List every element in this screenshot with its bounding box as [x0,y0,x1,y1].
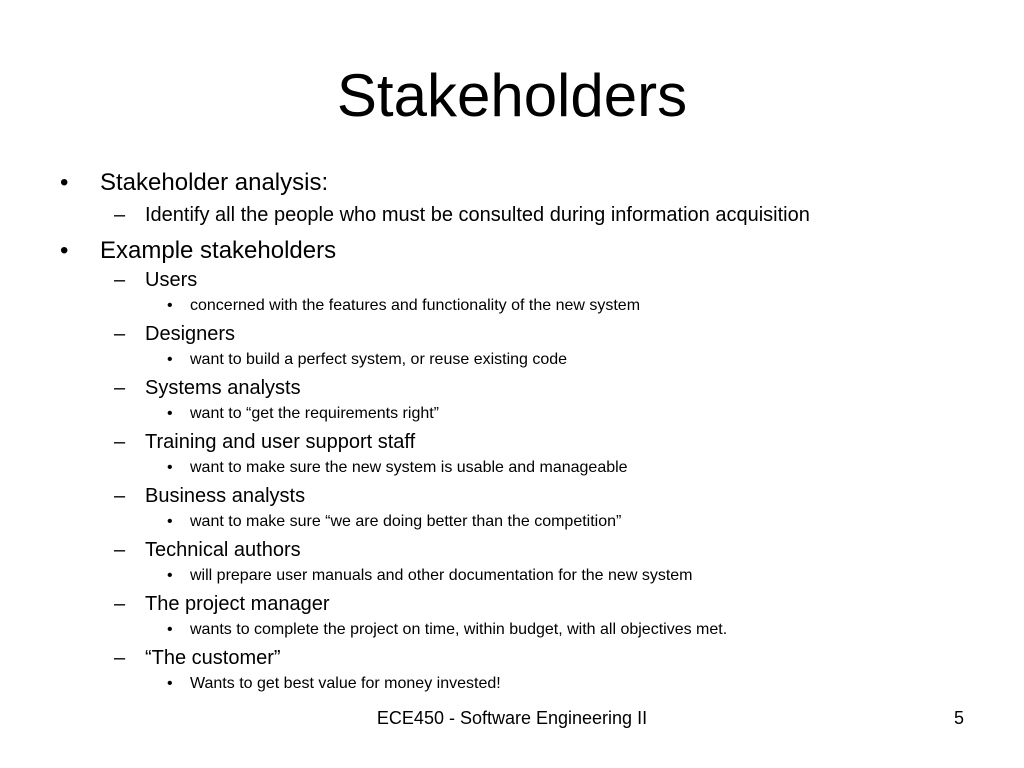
detail-item-text: want to make sure the new system is usable and manageable [190,459,628,476]
bullet-marker: • [167,297,173,314]
dash-marker: – [114,539,126,561]
detail-item-text: will prepare user manuals and other documentation for the new system [190,567,693,584]
sub-item-text: Designers [145,323,236,345]
dash-marker: – [114,204,126,226]
sub-item-text: Training and user support staff [145,431,416,453]
detail-item-text: want to make sure “we are doing better than the competition” [190,513,622,530]
bullet-marker: • [60,169,69,196]
bullet-item-text: Stakeholder analysis: [100,169,329,196]
sub-item-text: Technical authors [145,539,301,561]
dash-marker: – [114,647,126,669]
sub-item-text: Identify all the people who must be consulted during information acquisition [145,204,810,226]
detail-item-text: concerned with the features and functionality of the new system [190,297,641,314]
dash-marker: – [114,269,126,291]
detail-item-text: Wants to get best value for money invested! [190,675,501,692]
bullet-marker: • [167,459,173,476]
dash-marker: – [114,323,126,345]
bullet-marker: • [167,513,173,530]
bullet-marker: • [167,405,173,422]
bullet-marker: • [167,675,173,692]
sub-item-text: “The customer” [145,647,281,669]
sub-item-text: Systems analysts [145,377,301,399]
detail-item-text: wants to complete the project on time, within budget, with all objectives met. [190,621,728,638]
dash-marker: – [114,377,126,399]
bullet-marker: • [167,621,173,638]
detail-item-text: want to build a perfect system, or reuse existing code [190,351,568,368]
sub-item-text: Users [145,269,198,291]
slide-title: Stakeholders [336,62,688,129]
dash-marker: – [114,485,126,507]
bullet-marker: • [167,567,173,584]
detail-item-text: want to “get the requirements right” [190,405,440,422]
footer-course: ECE450 - Software Engineering II [376,708,648,728]
sub-item-text: The project manager [145,593,330,615]
dash-marker: – [114,431,126,453]
bullet-marker: • [167,351,173,368]
dash-marker: – [114,593,126,615]
sub-item-text: Business analysts [145,485,306,507]
bullet-marker: • [60,237,69,264]
bullet-item-text: Example stakeholders [100,237,337,264]
page-number: 5 [953,708,964,728]
